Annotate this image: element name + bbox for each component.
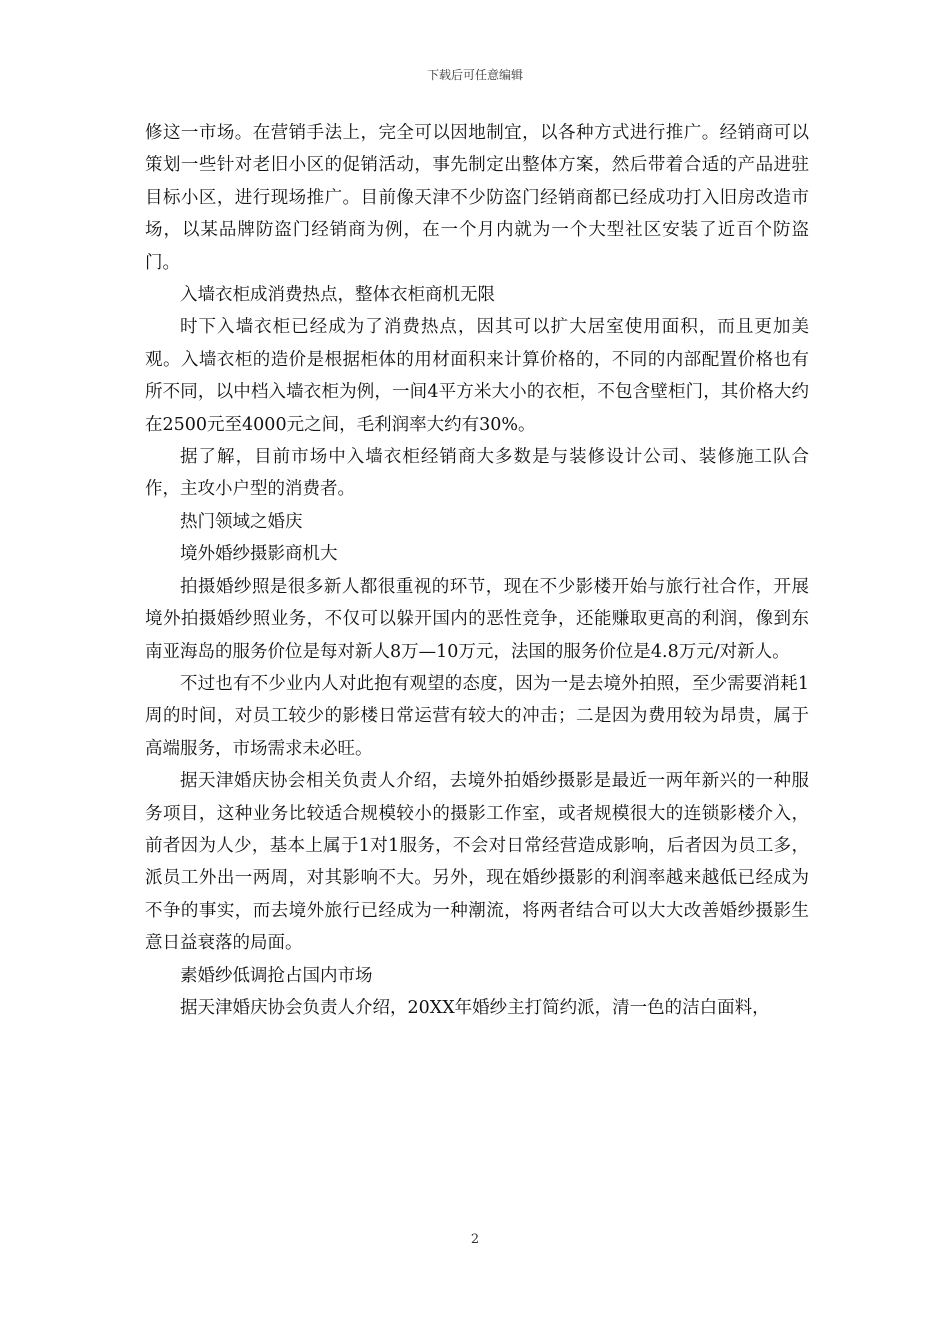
paragraph: 时下入墙衣柜已经成为了消费热点，因其可以扩大居室使用面积，而且更加美观。入墙衣柜的造价是根据柜体的用材面积来计算价格的，不同的内部配置价格也有所不同，以中档入墙衣柜为例，一间4平方米大小的衣柜，不包含壁柜门，其价格大约在2500元至4000元之间，毛利润率大约有30%。: [145, 317, 809, 435]
page-header: [0, 66, 950, 83]
document-body: [145, 117, 809, 1024]
paragraph: 拍摄婚纱照是很多新人都很重视的环节，现在不少影楼开始与旅行社合作，开展境外拍摄婚纱照业务，不仅可以躲开国内的恶性竞争，还能赚取更高的利润，像到东南亚海岛的服务价位是每对新人8万—10万元，法国的服务价位是4.8万元/对新人。: [145, 576, 809, 662]
page-footer: [0, 1232, 950, 1247]
paragraph: 据了解，目前市场中入墙衣柜经销商大多数是与装修设计公司、装修施工队合作，主攻小户型的消费者。: [145, 447, 809, 500]
paragraph: 据天津婚庆协会相关负责人介绍，去境外拍婚纱摄影是最近一两年新兴的一种服务项目，这种业务比较适合规模较小的摄影工作室，或者规模很大的连锁影楼介入，前者因为人少，基本上属于1对1服务，不会对日常经营造成影响，后者因为员工多，派员工外出一两周，对其影响不大。另外，现在婚纱摄影的利润率越来越低已经成为不争的事实，而去境外旅行已经成为一种潮流，将两者结合可以大大改善婚纱摄影生意日益衰落的局面。: [145, 771, 809, 954]
paragraph: 据天津婚庆协会负责人介绍，20XX年婚纱主打简约派，清一色的洁白面料，: [180, 997, 770, 1018]
header-text: 下载后可任意编辑: [426, 68, 523, 82]
section-heading: 入墙衣柜成消费热点，整体衣柜商机无限: [180, 285, 495, 306]
paragraph: 修这一市场。在营销手法上，完全可以因地制宜，以各种方式进行推广。经销商可以策划一些针对老旧小区的促销活动，事先制定出整体方案，然后带着合适的产品进驻目标小区，进行现场推广。目前像天津不少防盗门经销商都已经成功打入旧房改造市场，以某品牌防盗门经销商为例，在一个月内就为一个大型社区安装了近百个防盗门。: [145, 123, 809, 273]
paragraph: 不过也有不少业内人对此抱有观望的态度，因为一是去境外拍照，至少需要消耗1周的时间，对员工较少的影楼日常运营有较大的冲击；二是因为费用较为昂贵，属于高端服务，市场需求未必旺。: [145, 673, 809, 759]
section-heading: 热门领域之婚庆: [180, 511, 303, 532]
section-heading: 素婚纱低调抢占国内市场: [180, 965, 373, 986]
page-number: 2: [470, 1232, 480, 1247]
section-heading: 境外婚纱摄影商机大: [180, 544, 338, 565]
